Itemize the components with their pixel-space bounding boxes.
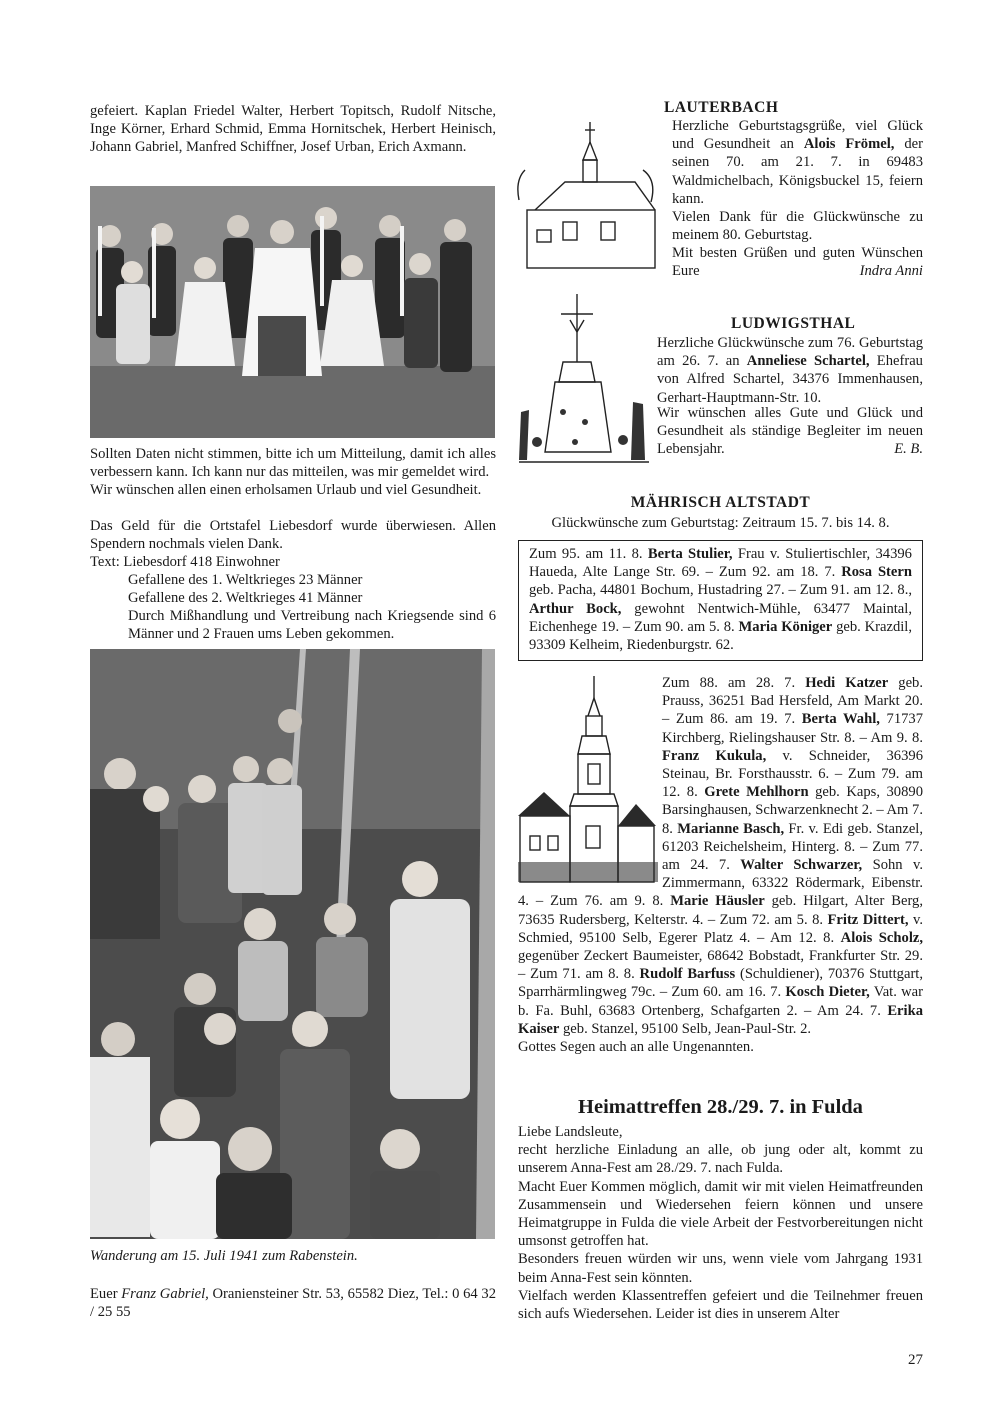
ludwigsthal-wishes [657, 404, 923, 459]
box-run-text: Frau v. Stuliertischler, 34396 Haueda, Alte Lange Str. 69. – Zum 92. am 18. 7. [529, 546, 912, 581]
correction-paragraph: Sollten Daten nicht stimmen, bitte ich um Mitteilung, damit ich alles verbessern kann. Ich kann nur das mitteilen, was mir gemeldet wird. [90, 446, 496, 481]
lauterbach-heading: LAUTERBACH [664, 99, 779, 116]
lauterbach-thanks: Vielen Dank für die Glückwünsche zu meinem 80. Geburtstag. [672, 209, 923, 244]
wayside-cross-illustration [515, 292, 653, 470]
donation-paragraph: Das Geld für die Ortstafel Liebesdorf wurde überwiesen. Allen Spendern nochmals vielen Dank. [90, 518, 496, 553]
list-run-name: Walter Schwarzer, [740, 857, 863, 874]
box-run-name: Berta Stulier, [647, 546, 733, 562]
list-run-name: Fritz Dittert, [827, 911, 909, 928]
list-run-name: Berta Wahl, [801, 711, 880, 728]
list-run-text: v. Schneider, 36396 Steinau, Br. Forsthausstr. 6. – Zum 79. am 12. 8. [662, 747, 923, 801]
list-run-text: geb. Prauss, 36251 Bad Hersfeld, Am Markt 20. – Zum 86. am 19. 7. [662, 675, 923, 728]
ludwigsthal-heading: LUDWIGSTHAL [731, 315, 856, 332]
signature-prefix: Euer [90, 1286, 122, 1302]
author-signature [90, 1285, 496, 1321]
altstadt-highlight-box [518, 540, 923, 661]
altstadt-closing: Gottes Segen auch an alle Ungenannten. [518, 1039, 754, 1056]
communion-group-photo [90, 186, 495, 438]
lauterbach-greeting [672, 117, 923, 208]
list-run-name: Rudolf Barfuss [639, 966, 736, 983]
box-run-text: geb. Pacha, 44801 Bochum, Hustadring 27. – Zum 91. am 12. 8., [529, 582, 912, 599]
list-run-text: Zum 88. am 28. 7. [662, 675, 806, 691]
ludwigsthal-greeting-rest: Ehefrau von Alfred Schartel, 34376 Immenhausen, Gerhart-Hauptmann-Str. 10. [657, 353, 923, 406]
sign-text-line-3: Durch Mißhandlung und Vertreibung nach Kriegsende sind 6 Männer und 2 Frauen ums Leben gekommen. [128, 608, 496, 643]
box-run-name: Arthur Bock, [529, 600, 622, 617]
ludwigsthal-signature: E. B. [894, 441, 923, 458]
list-run-name: Hedi Katzer [805, 675, 889, 691]
lauterbach-closing-text: Mit besten Grüßen und guten Wünschen Eure [672, 245, 923, 280]
author-address: Oraniensteiner Str. 53, 65582 Diez, Tel.: 0 64 32 / 25 55 [90, 1286, 496, 1321]
heimattreffen-klassentreffen: Vielfach werden Klassentreffen gefeiert und die Teilnehmer freuen sich aufs Wiedersehen. Leider ist dies in unserem Alter [518, 1287, 923, 1323]
heimattreffen-invitation: recht herzliche Einladung an alle, ob jung oder alt, kommt zu unserem Anna-Fest am 28./29. 7. nach Fulda. [518, 1142, 923, 1177]
box-run-name: Maria Königer [738, 618, 833, 635]
sign-text-label: Text: Liebesdorf 418 Einwohner [90, 554, 280, 570]
altstadt-heading: MÄHRISCH ALTSTADT [630, 494, 811, 511]
list-run-text: Fr. v. Edi geb. Stanzel, 61203 Reichelsheim, Hinterg. 8. – Zum 77. am 24. 7. [662, 820, 923, 874]
ludwigsthal-wishes-text: Wir wünschen alles Gute und Glück und Gesundheit als ständige Begleiter im neuen Lebensjahr. [657, 405, 923, 458]
church-wrap-spacer [518, 674, 662, 886]
list-run-text: geb. Hilgart, Alter Berg, 73635 Rudersberg, Kelterstr. 4. – Zum 72. am 5. 8. [518, 893, 924, 928]
list-run-text: v. Schmied, 95100 Selb, Egerer Platz 4. – Am 12. 8. [518, 911, 923, 946]
heimattreffen-appeal: Macht Euer Kommen möglich, damit wir mit vielen Heimatfreunden Zusammensein und Wiedersehen feiern können und unsere Heimatgruppe in Fulda die viele Arbeit der Festvorbereitungen nicht umsonst getroffen hat. [518, 1178, 923, 1250]
lauterbach-greeting-rest: der seinen 70. am 21. 7. in 69483 Waldmichelbach, Königsbuckel 15, feiern kann. [672, 136, 923, 207]
list-run-text: Sohn v. Zimmermann, 63322 Rödermark, Eibenstr. 4. – Zum 76. am 9. 8. [518, 857, 923, 910]
list-run-name: Franz Kukula, [662, 747, 767, 764]
lauterbach-name: Alois Frömel, [803, 136, 895, 153]
sign-text-line-2: Gefallene des 2. Weltkrieges 41 Männer [128, 590, 363, 606]
hike-photo-figures [90, 649, 495, 1239]
box-run-name: Rosa Stern [841, 564, 912, 581]
ludwigsthal-name: Anneliese Schartel, [746, 353, 870, 370]
list-run-text: geb. Kaps, 30890 Barsinghausen, Schwarzenknecht 2. – Am 7. 8. [662, 784, 924, 837]
box-run-text: geb. Krazdil, 93309 Kelheim, Riedenburgstr. 62. [529, 618, 912, 654]
chapel-illustration [515, 120, 663, 275]
list-run-name: Kosch Dieter, [785, 984, 870, 1001]
list-run-text: (Schuldiener), 70376 Stuttgart, Sparrhärmlingweg 79c. – Zum 60. am 16. 7. [518, 966, 924, 1001]
list-run-name: Grete Mehlhorn [704, 784, 809, 801]
heimattreffen-jahrgang: Besonders freuen würden wir uns, wenn viele vom Jahrgang 1931 beim Anna-Fest sein könnten. [518, 1251, 923, 1286]
list-run-text: gegenüber Zeckert Baumeister, 68642 Bobstadt, Frankfurter Str. 29. – Zum 71. am 8. 8. [518, 948, 923, 983]
list-run-text: 71737 Kirchberg, Rielingshauser Str. 8. – Am 9. 8. [662, 711, 924, 746]
heimattreffen-body [518, 1123, 923, 1323]
heimattreffen-title: Heimattreffen 28./29. 7. in Fulda [578, 1096, 863, 1118]
chapel-drawing-icon [515, 120, 663, 275]
altstadt-birthday-list [518, 674, 923, 1056]
altstadt-list-content [518, 674, 923, 1038]
page-number: 27 [908, 1352, 923, 1368]
list-run-name: Alois Scholz, [840, 929, 923, 946]
box-run-text: Zum 95. am 11. 8. [529, 546, 648, 562]
list-run-name: Erika Kaiser [518, 1002, 923, 1037]
intro-paragraph: gefeiert. Kaplan Friedel Walter, Herbert Topitsch, Rudolf Nitsche, Inge Körner, Erhard Schmid, Emma Hornitschek, Herbert Heinisch, Johann Gabriel, Manfred Schiffner, Josef Urban, Erich Axmann. [90, 103, 496, 156]
lauterbach-signature: Indra Anni [859, 263, 923, 280]
communion-photo-figures [90, 186, 495, 438]
hike-group-photo [90, 649, 495, 1239]
lauterbach-closing [672, 244, 923, 280]
box-run-text: gewohnt Nentwich-Mühle, 63477 Maintal, Eichenhege 19. – Zum 90. am 5. 8. [529, 600, 912, 635]
list-run-name: Marianne Basch, [677, 820, 785, 837]
wayside-cross-icon [515, 292, 653, 470]
lauterbach-greeting-text: Herzliche Geburtstagsgrüße, viel Glück und Gesundheit an [672, 118, 923, 153]
list-run-text: geb. Stanzel, 95100 Selb, Jean-Paul-Str. 2. [559, 1020, 812, 1037]
altstadt-subheading: Glückwünsche zum Geburtstag: Zeitraum 15. 7. bis 14. 8. [551, 515, 890, 531]
photo-caption: Wanderung am 15. Juli 1941 zum Rabenstein. [90, 1248, 358, 1264]
list-run-name: Marie Häusler [670, 893, 765, 910]
sign-text-line-1: Gefallene des 1. Weltkrieges 23 Männer [128, 572, 363, 588]
wishes-paragraph: Wir wünschen allen einen erholsamen Urlaub und viel Gesundheit. [90, 482, 482, 498]
heimattreffen-greeting: Liebe Landsleute, [518, 1124, 623, 1140]
altstadt-box-content [529, 546, 912, 653]
ludwigsthal-greeting-text: Herzliche Glückwünsche zum 76. Geburtstag am 26. 7. an [657, 335, 923, 370]
list-run-text: Vat. war b. Fa. Buhl, 63683 Ortenberg, Schafgarten 2. – Am 24. 7. [518, 984, 924, 1019]
ludwigsthal-greeting [657, 334, 923, 407]
author-name: Franz Gabriel, [121, 1286, 209, 1302]
